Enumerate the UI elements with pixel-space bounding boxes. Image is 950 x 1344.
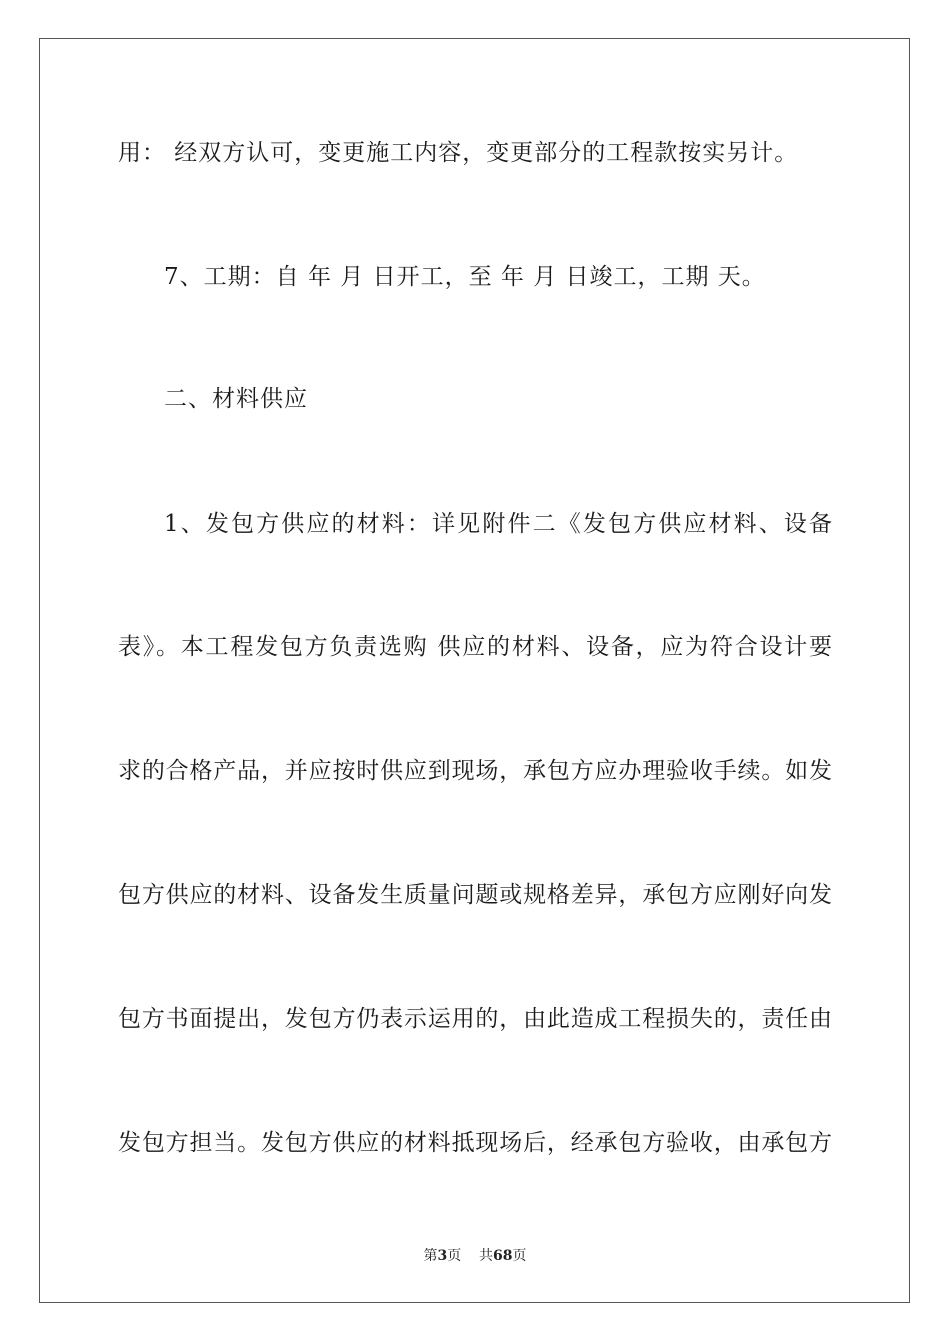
text-line-5: 表》。本工程发包方负责选购 供应的材料、设备，应为符合设计要 <box>118 634 832 660</box>
page-border <box>39 38 910 1303</box>
text-line-4: 1、发包方供应的材料：详见附件二《发包方供应材料、设备 <box>164 511 832 537</box>
text-line-7: 包方供应的材料、设备发生质量问题或规格差异，承包方应刚好向发 <box>118 882 832 908</box>
footer-page-prefix: 第 <box>423 1248 438 1264</box>
footer-page-number: 3 <box>437 1248 448 1264</box>
section-heading: 二、材料供应 <box>164 386 308 412</box>
text-line-8: 包方书面提出，发包方仍表示运用的，由此造成工程损失的，责任由 <box>118 1006 832 1032</box>
text-line-6: 求的合格产品，并应按时供应到现场，承包方应办理验收手续。如发 <box>118 758 832 784</box>
footer-page-suffix: 页 <box>447 1248 462 1264</box>
page-footer <box>0 1247 950 1265</box>
footer-total-prefix: 共 <box>479 1248 494 1264</box>
footer-total-suffix: 页 <box>512 1248 527 1264</box>
footer-total-pages: 68 <box>493 1248 513 1264</box>
text-line-9: 发包方担当。发包方供应的材料抵现场后，经承包方验收，由承包方 <box>118 1130 832 1156</box>
text-line-2: 7、工期：自 年 月 日开工，至 年 月 日竣工，工期 天。 <box>164 264 766 290</box>
text-line-1: 用： 经双方认可，变更施工内容，变更部分的工程款按实另计。 <box>118 140 799 166</box>
